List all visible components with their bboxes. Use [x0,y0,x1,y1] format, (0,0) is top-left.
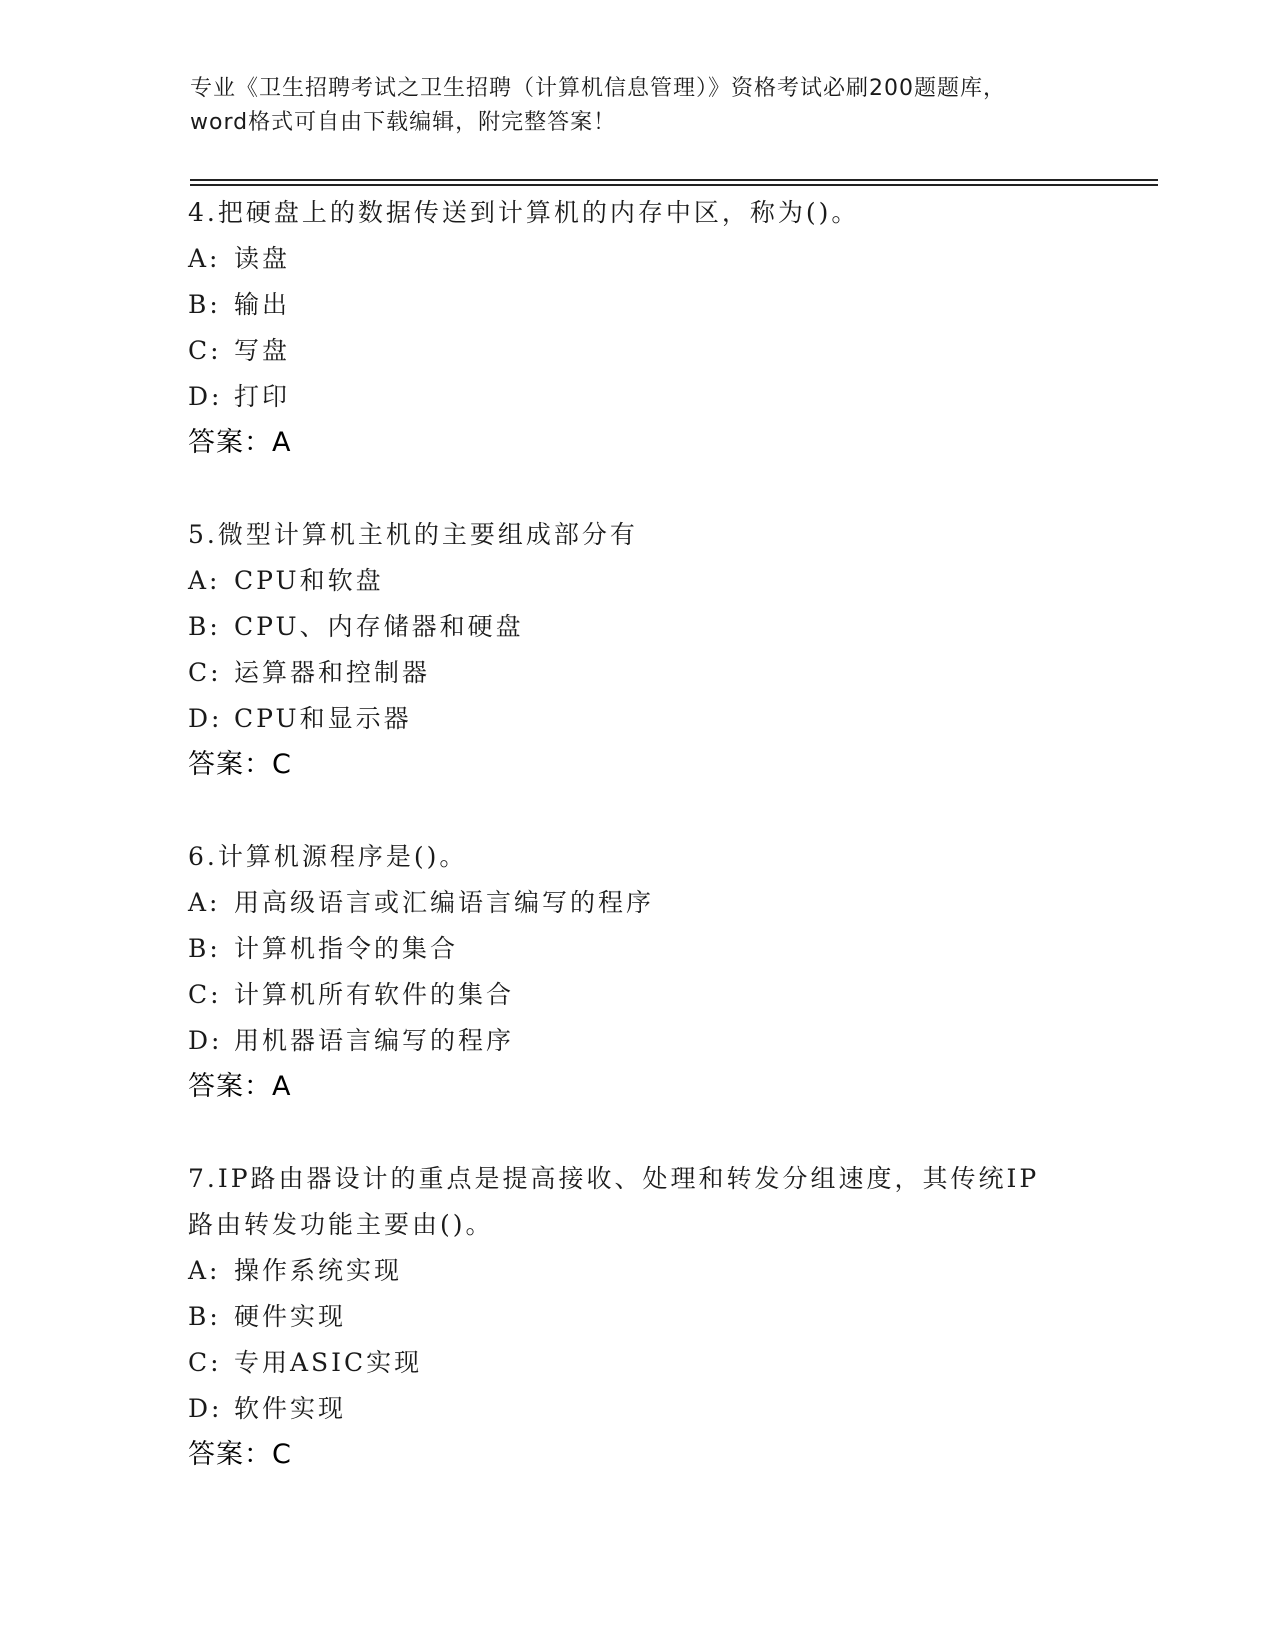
option-c [188,1340,1088,1386]
question-item [188,1156,1088,1478]
option-text: 操作系统实现 [234,1256,403,1285]
header-line-2: word格式可自由下载编辑，附完整答案！ [190,110,617,135]
option-letter: A: [188,888,221,917]
option-c [188,650,1088,696]
option-letter: D: [188,1026,223,1055]
option-letter: C: [188,658,222,687]
option-text: CPU和软盘 [234,566,384,595]
option-d [188,1386,1088,1432]
option-letter: A: [188,244,221,273]
option-text: 软件实现 [234,1394,347,1423]
question-item [188,834,1088,1110]
option-text: 打印 [234,382,291,411]
option-letter: D: [188,704,223,733]
option-d [188,1018,1088,1064]
option-text: 硬件实现 [234,1302,347,1331]
answer-line: 答案：A [188,427,292,458]
option-a [188,558,1088,604]
header-divider-bottom [190,184,1158,186]
option-b [188,604,1088,650]
answer-line: 答案：A [188,1071,292,1102]
option-a [188,880,1088,926]
option-text: 运算器和控制器 [234,658,431,687]
question-stem: 5.微型计算机主机的主要组成部分有 [188,520,638,549]
option-letter: A: [188,1256,221,1285]
question-stem: 7.IP路由器设计的重点是提高接收、处理和转发分组速度，其传统IP [188,1164,1040,1193]
option-letter: A: [188,566,221,595]
option-text: 用高级语言或汇编语言编写的程序 [234,888,655,917]
option-letter: C: [188,1348,222,1377]
option-letter: D: [188,1394,223,1423]
option-letter: C: [188,980,222,1009]
option-text: 写盘 [234,336,291,365]
option-letter: B: [188,1302,221,1331]
option-a [188,1248,1088,1294]
option-b [188,926,1088,972]
question-stem: 4.把硬盘上的数据传送到计算机的内存中区，称为()。 [188,198,860,227]
question-item [188,512,1088,788]
question-item [188,190,1088,466]
answer-line: 答案：C [188,1439,292,1470]
document-header [190,72,1090,140]
option-text: 用机器语言编写的程序 [234,1026,515,1055]
option-letter: B: [188,934,221,963]
option-text: 输出 [234,290,291,319]
answer-line: 答案：C [188,749,292,780]
option-letter: D: [188,382,223,411]
option-c [188,972,1088,1018]
question-stem: 6.计算机源程序是()。 [188,842,468,871]
question-list [188,190,1088,1524]
option-text: CPU和显示器 [234,704,412,733]
option-a [188,236,1088,282]
option-text: 专用ASIC实现 [234,1348,423,1377]
header-divider-top [190,179,1158,181]
option-d [188,696,1088,742]
option-text: 计算机所有软件的集合 [234,980,515,1009]
option-c [188,328,1088,374]
option-letter: B: [188,290,221,319]
option-letter: C: [188,336,222,365]
header-line-1: 专业《卫生招聘考试之卫生招聘（计算机信息管理）》资格考试必刷200题题库， [190,76,1006,101]
option-d [188,374,1088,420]
option-letter: B: [188,612,221,641]
option-text: CPU、内存储器和硬盘 [234,612,524,641]
option-b [188,1294,1088,1340]
option-text: 计算机指令的集合 [234,934,459,963]
option-text: 读盘 [234,244,291,273]
question-stem-continued: 路由转发功能主要由()。 [188,1210,494,1239]
option-b [188,282,1088,328]
